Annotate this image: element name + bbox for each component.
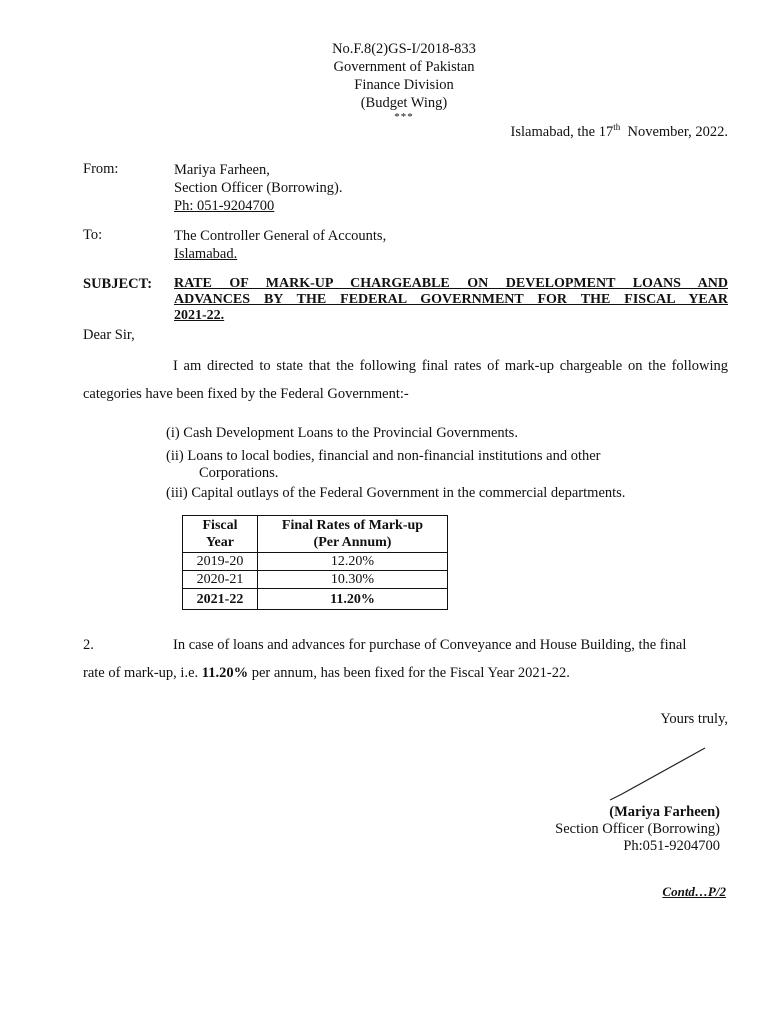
markup-rates-table <box>182 515 448 610</box>
fiscal-year-header: Fiscal Year <box>183 516 258 553</box>
para-number: 2. <box>83 637 94 653</box>
from-block <box>174 161 342 215</box>
subject-text <box>174 276 728 324</box>
wing-name: (Budget Wing) <box>360 95 448 111</box>
list-item: (i) Cash Development Loans to the Provincial Governments. <box>166 425 518 441</box>
reference-number: No.F.8(2)GS-I/2018-833 <box>332 41 476 57</box>
year-cell: 2019-20 <box>183 553 258 571</box>
recipient-name: The Controller General of Accounts, <box>174 228 387 244</box>
recipient-city: Islamabad. <box>174 246 238 262</box>
year-cell: 2021-22 <box>183 589 258 610</box>
intro-line-1: I am directed to state that the following final rates of mark-up chargeable on the following <box>173 358 728 374</box>
year-cell: 2020-21 <box>183 571 258 589</box>
subject-label: SUBJECT: <box>83 276 153 292</box>
rate-cell: 12.20% <box>258 553 448 571</box>
to-label: To: <box>83 227 103 243</box>
sender-name: Mariya Farheen, <box>174 162 270 178</box>
table-row <box>183 571 448 589</box>
subject-line-1: RATE OF MARK-UP CHARGEABLE ON DEVELOPMENT LOANS AND <box>174 276 728 291</box>
continued-marker: Contd…P/2 <box>662 884 726 899</box>
list-item-continuation: Corporations. <box>199 465 279 481</box>
list-item: (iii) Capital outlays of the Federal Government in the commercial departments. <box>166 485 626 501</box>
final-rate-value: 11.20% <box>201 665 249 681</box>
separator-stars: *** <box>394 111 414 123</box>
para2-line-1: 2. In case of loans and advances for purchase of Conveyance and House Building, the final <box>83 637 687 653</box>
subject-line-2: ADVANCES BY THE FEDERAL GOVERNMENT FOR THE FISCAL YEAR <box>174 292 728 307</box>
salutation: Dear Sir, <box>83 327 135 343</box>
signatory-name: (Mariya Farheen) <box>609 804 720 820</box>
para2-line-2: rate of mark-up, i.e. 11.20% per annum, has been fixed for the Fiscal Year 2021-22. <box>83 665 570 681</box>
signature-mark <box>600 742 712 804</box>
list-item: (ii) Loans to local bodies, financial and non-financial institutions and other <box>166 448 601 464</box>
signatory-title: Section Officer (Borrowing) <box>555 821 720 837</box>
rate-cell: 10.30% <box>258 571 448 589</box>
sender-phone: Ph: 051-9204700 <box>174 198 275 214</box>
from-label: From: <box>83 161 119 177</box>
letter-date: Islamabad, the 17th November, 2022. <box>510 122 728 140</box>
letter-header <box>0 40 768 122</box>
to-block <box>174 227 386 263</box>
rate-cell: 11.20% <box>258 589 448 610</box>
intro-line-2: categories have been fixed by the Federal Government:- <box>83 386 409 402</box>
table-row <box>183 589 448 610</box>
government-name: Government of Pakistan <box>333 59 475 75</box>
table-row <box>183 553 448 571</box>
sender-title: Section Officer (Borrowing). <box>174 180 343 196</box>
rate-header: Final Rates of Mark-up (Per Annum) <box>258 516 448 553</box>
signatory-details <box>555 821 720 855</box>
categories-list <box>166 425 625 502</box>
signatory-phone: Ph:051-9204700 <box>623 838 720 854</box>
subject-line-3: 2021-22. <box>174 308 225 323</box>
division-name: Finance Division <box>354 77 454 93</box>
closing-salutation: Yours truly, <box>660 711 728 727</box>
table-header-row <box>183 516 448 553</box>
